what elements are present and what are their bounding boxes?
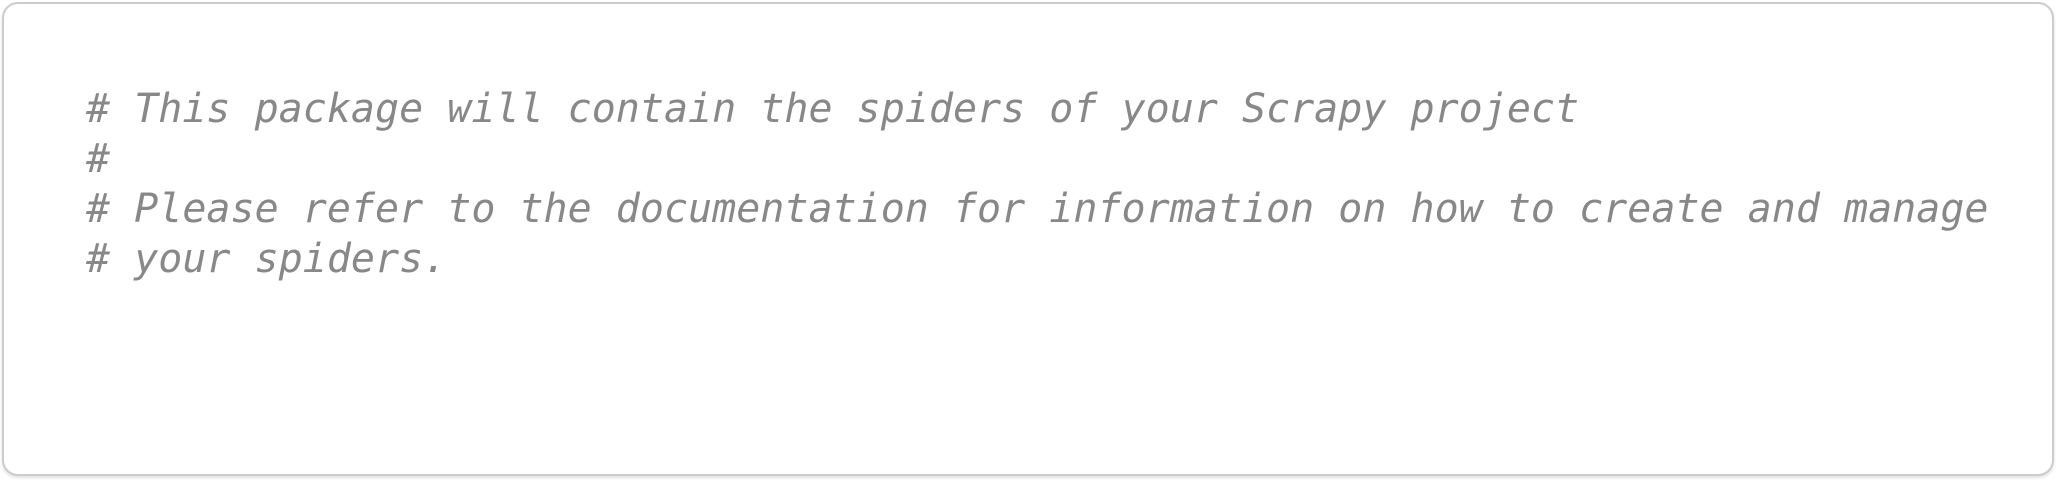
code-line-comment: #: [86, 136, 111, 182]
code-block: [86, 84, 1988, 284]
code-line-comment: # your spiders.: [86, 236, 448, 282]
code-line-comment: # This package will contain the spiders of your Scrapy project: [86, 86, 1580, 132]
code-panel: [2, 2, 2054, 476]
code-line-comment: # Please refer to the documentation for information on how to create and manage: [86, 186, 1989, 232]
